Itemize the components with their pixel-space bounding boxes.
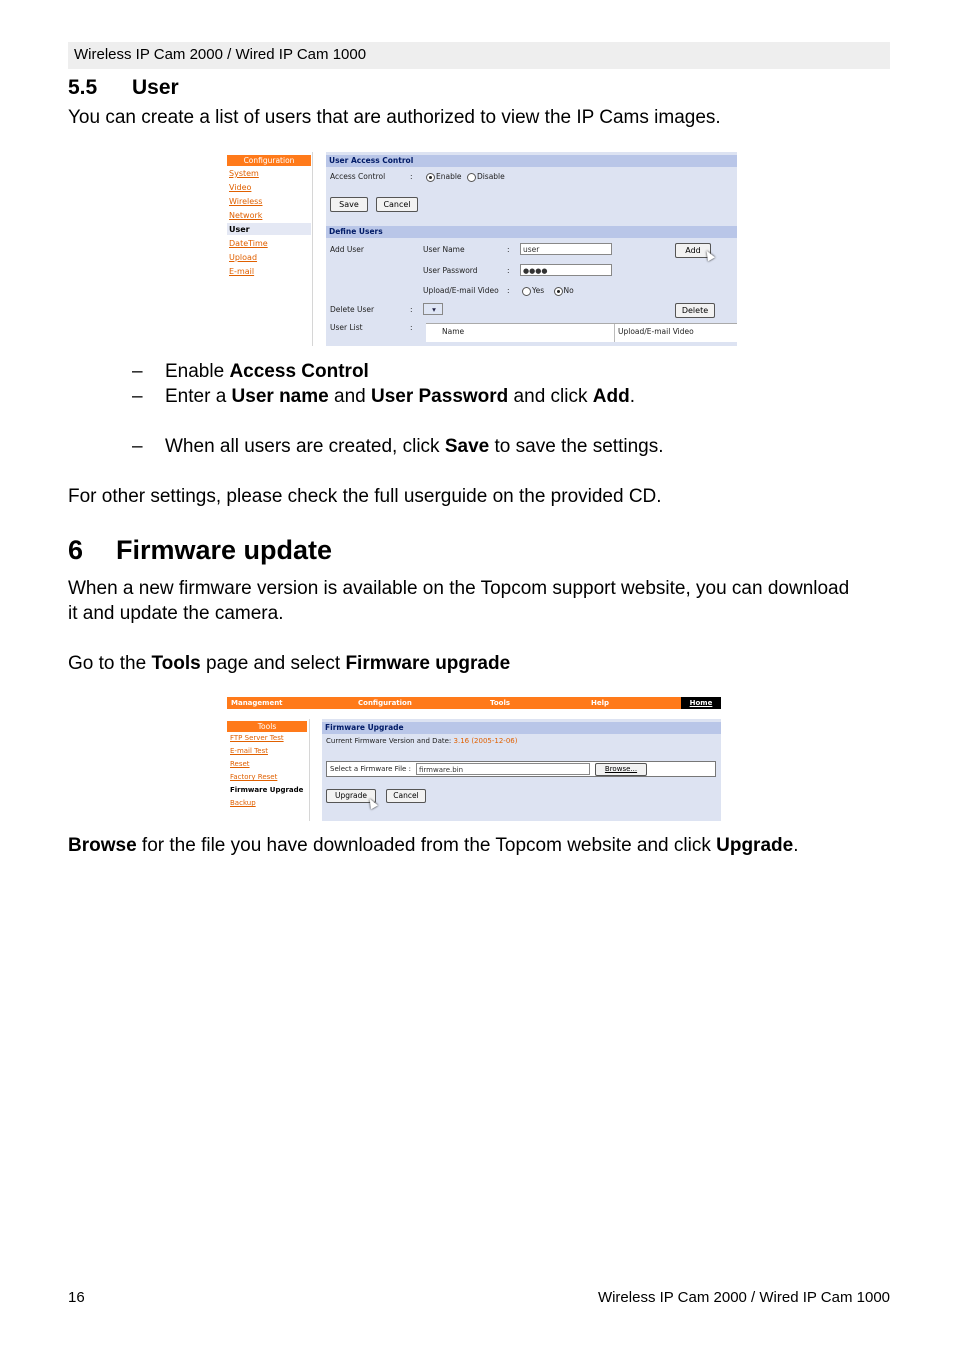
firmware-intro-line1: When a new firmware version is available on the Topcom support website, you can download bbox=[68, 578, 850, 599]
colon: : bbox=[410, 305, 413, 314]
sidebar-item-email-test[interactable]: E-mail Test bbox=[230, 747, 268, 755]
menu-help[interactable]: Help bbox=[591, 699, 610, 707]
section-number: 5.5 bbox=[68, 76, 98, 99]
para-bold: Browse bbox=[68, 835, 137, 856]
section-title: Firmware update bbox=[116, 535, 333, 565]
mouse-cursor-icon bbox=[703, 249, 715, 262]
firmware-file-input[interactable]: firmware.bin bbox=[416, 763, 590, 775]
sidebar-title: Configuration bbox=[227, 155, 311, 166]
section-5-5-heading bbox=[68, 75, 179, 100]
sidebar-item-ftp[interactable]: FTP Server Test bbox=[230, 734, 284, 742]
user-list-col-upload: Upload/E-mail Video bbox=[618, 327, 694, 336]
colon: : bbox=[410, 323, 413, 332]
add-button[interactable]: Add bbox=[675, 243, 711, 258]
sidebar-item-backup[interactable]: Backup bbox=[230, 799, 256, 807]
sidebar-item-email[interactable]: E-mail bbox=[229, 267, 255, 276]
colon: : bbox=[410, 172, 413, 181]
step-text: . bbox=[629, 386, 635, 407]
access-radio-group bbox=[426, 172, 505, 182]
section-6-heading bbox=[68, 532, 332, 568]
bullet-dash: – bbox=[132, 361, 143, 382]
cancel-button[interactable]: Cancel bbox=[386, 789, 426, 803]
para-text: for the file you have downloaded from the Topcom website and click bbox=[136, 835, 717, 856]
colon: : bbox=[507, 245, 510, 254]
delete-user-label: Delete User bbox=[330, 305, 375, 314]
step-text: and bbox=[328, 386, 371, 407]
step-text: to save the settings. bbox=[489, 436, 664, 457]
firmware-main bbox=[322, 719, 721, 821]
column-divider bbox=[614, 324, 615, 342]
config-main bbox=[326, 152, 737, 346]
user-name-label: User Name bbox=[423, 245, 465, 254]
access-section-title: User Access Control bbox=[326, 155, 737, 167]
step-text: and click bbox=[508, 386, 593, 407]
menu-home[interactable]: Home bbox=[681, 697, 721, 709]
para-text: page and select bbox=[200, 653, 346, 674]
sidebar-title: Tools bbox=[227, 721, 307, 732]
no-radio[interactable] bbox=[554, 287, 563, 296]
tools-sidebar bbox=[227, 719, 310, 821]
mouse-cursor-icon bbox=[366, 797, 378, 810]
yes-radio[interactable] bbox=[522, 287, 531, 296]
step-bold: User name bbox=[231, 386, 329, 407]
save-button[interactable]: Save bbox=[330, 197, 368, 212]
section-title: User bbox=[132, 76, 179, 99]
step-enable-access bbox=[132, 359, 369, 384]
file-select-row bbox=[326, 761, 716, 777]
firmware-intro-line2: it and update the camera. bbox=[68, 603, 284, 624]
menu-tools[interactable]: Tools bbox=[490, 699, 511, 707]
select-file-label: Select a Firmware File : bbox=[330, 765, 411, 773]
step-bold: User Password bbox=[370, 386, 509, 407]
para-text: Go to the bbox=[68, 653, 152, 674]
sidebar-item-video[interactable]: Video bbox=[229, 183, 252, 192]
sidebar-item-factory-reset[interactable]: Factory Reset bbox=[230, 773, 278, 781]
current-firmware-label: Current Firmware Version and Date: bbox=[326, 737, 452, 745]
user-password-input[interactable]: ●●●● bbox=[520, 264, 612, 276]
menu-configuration[interactable]: Configuration bbox=[358, 699, 412, 707]
step-bold: Add bbox=[592, 386, 630, 407]
enable-radio[interactable] bbox=[426, 173, 435, 182]
cancel-button[interactable]: Cancel bbox=[376, 197, 418, 212]
sidebar-item-network[interactable]: Network bbox=[229, 211, 263, 220]
current-firmware-value: 3.16 (2005-12-06) bbox=[453, 737, 518, 745]
enable-label: Enable bbox=[436, 172, 462, 181]
config-sidebar bbox=[224, 152, 313, 346]
upgrade-button[interactable]: Upgrade bbox=[326, 789, 376, 803]
step-text: Enter a bbox=[165, 386, 232, 407]
yes-label: Yes bbox=[532, 286, 545, 295]
define-users-section-title: Define Users bbox=[326, 226, 737, 238]
user-name-input[interactable]: user bbox=[520, 243, 612, 255]
user-list-col-name: Name bbox=[442, 327, 465, 336]
firmware-section-title: Firmware Upgrade bbox=[322, 722, 721, 734]
step-save bbox=[132, 434, 663, 459]
delete-user-select[interactable] bbox=[423, 303, 443, 315]
sidebar-item-user[interactable]: User bbox=[229, 225, 250, 234]
bullet-dash: – bbox=[132, 436, 143, 457]
access-control-label: Access Control bbox=[330, 172, 386, 181]
delete-button[interactable]: Delete bbox=[675, 303, 715, 318]
no-label: No bbox=[563, 286, 574, 295]
other-settings-note: For other settings, please check the full userguide on the provided CD. bbox=[68, 486, 662, 507]
colon: : bbox=[507, 266, 510, 275]
step-enter-user bbox=[132, 384, 635, 409]
sidebar-item-upload[interactable]: Upload bbox=[229, 253, 258, 262]
colon: : bbox=[507, 286, 510, 295]
browse-instruction bbox=[68, 833, 798, 858]
step-text: When all users are created, click bbox=[165, 436, 445, 457]
upload-email-label: Upload/E-mail Video bbox=[423, 286, 499, 295]
go-to-tools bbox=[68, 651, 510, 676]
footer-title: Wireless IP Cam 2000 / Wired IP Cam 1000 bbox=[597, 1289, 890, 1306]
para-bold: Tools bbox=[151, 653, 201, 674]
sidebar-item-system[interactable]: System bbox=[229, 169, 259, 178]
user-password-label: User Password bbox=[423, 266, 478, 275]
user-config-screenshot bbox=[224, 152, 737, 346]
menu-management[interactable]: Management bbox=[231, 699, 283, 707]
bullet-dash: – bbox=[132, 386, 143, 407]
step-bold: Access Control bbox=[229, 361, 369, 382]
sidebar-item-wireless[interactable]: Wireless bbox=[229, 197, 263, 206]
disable-radio[interactable] bbox=[467, 173, 476, 182]
user-list-label: User List bbox=[330, 323, 363, 332]
running-header: Wireless IP Cam 2000 / Wired IP Cam 1000 bbox=[68, 42, 890, 69]
section-number: 6 bbox=[68, 535, 84, 565]
disable-label: Disable bbox=[476, 172, 505, 181]
chevron-down-icon: ▾ bbox=[432, 305, 436, 314]
sidebar-item-reset[interactable]: Reset bbox=[230, 760, 250, 768]
user-list-table bbox=[426, 323, 737, 342]
para-text: . bbox=[793, 835, 799, 856]
para-bold: Upgrade bbox=[716, 835, 794, 856]
para-bold: Firmware upgrade bbox=[345, 653, 511, 674]
current-firmware bbox=[326, 737, 517, 745]
sidebar-item-firmware-upgrade[interactable]: Firmware Upgrade bbox=[230, 786, 304, 794]
page-number: 16 bbox=[68, 1289, 85, 1306]
upload-radio-group bbox=[522, 286, 574, 296]
browse-button[interactable]: Browse... bbox=[595, 763, 647, 776]
sidebar-item-datetime[interactable]: DateTime bbox=[229, 239, 268, 248]
section-intro: You can create a list of users that are authorized to view the IP Cams images. bbox=[68, 107, 721, 128]
step-bold: Save bbox=[444, 436, 490, 457]
top-menu-bar bbox=[227, 697, 721, 709]
add-user-label: Add User bbox=[330, 245, 364, 254]
firmware-upgrade-screenshot bbox=[224, 695, 722, 821]
step-text: Enable bbox=[165, 361, 230, 382]
